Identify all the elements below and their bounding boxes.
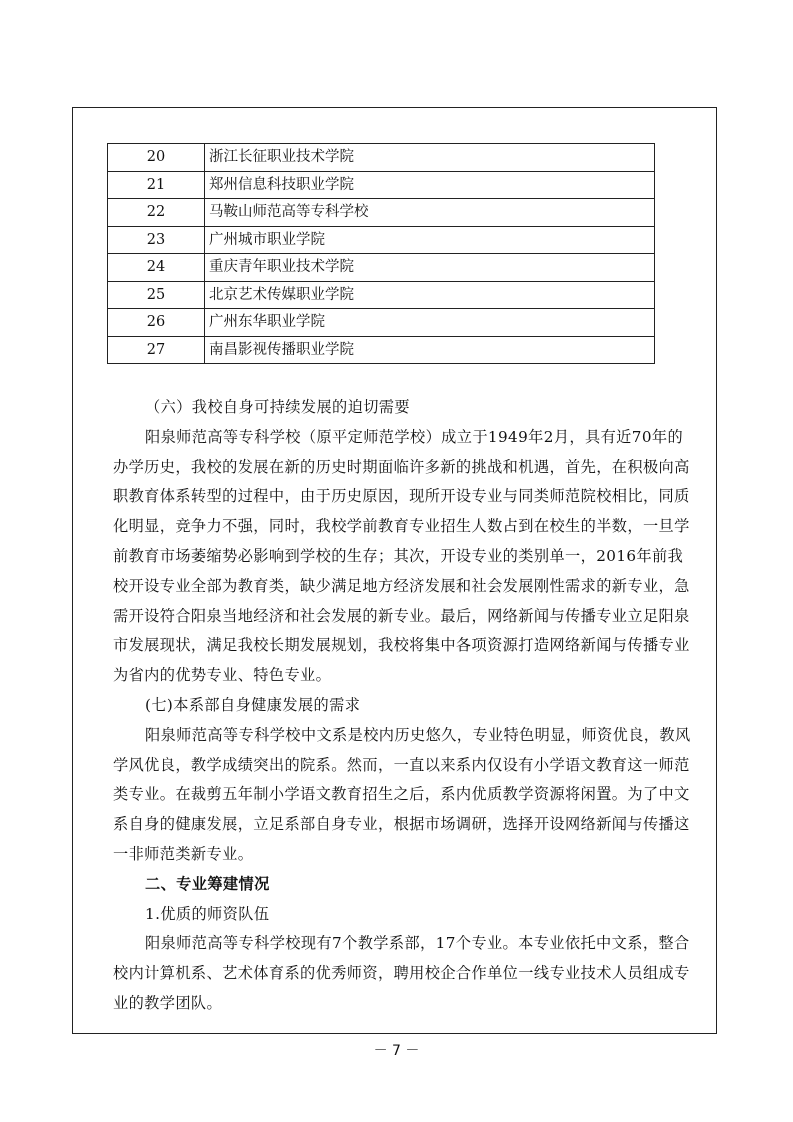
table-row <box>108 226 655 254</box>
row-number: 27 <box>108 336 205 364</box>
section-6-heading: （六）我校自身可持续发展的迫切需要 <box>145 398 410 416</box>
school-name: 马鞍山师范高等专科学校 <box>205 199 655 227</box>
table-row <box>108 254 655 282</box>
school-name: 南昌影视传播职业学院 <box>205 336 655 364</box>
section-6-body: 阳泉师范高等专科学校（原平定师范学校）成立于1949年2月，具有近70年的办学历史，我校的发展在新的历史时期面临许多新的挑战和机遇，首先，在积极向高职教育体系转型的过程中，由于历史原因，现所开设专业与同类师范院校相比，同质化明显，竞争力不强，同时，我校学前教育专业招生人数占到在校生的半数，一旦学前教育市场萎缩势必影响到学校的生存；其次，开设专业的类别单一，2016年前我校开设专业全部为教育类，缺少满足地方经济发展和社会发展刚性需求的新专业，急需开设符合阳泉当地经济和社会发展的新专业。最后，网络新闻与传播专业立足阳泉市发展现状，满足我校长期发展规划，我校将集中各项资源打造网络新闻与传播专业为省内的优势专业、特色专业。 <box>113 427 690 685</box>
table-row <box>108 144 655 172</box>
school-name: 广州城市职业学院 <box>205 226 655 254</box>
table-row <box>108 336 655 364</box>
school-name: 郑州信息科技职业学院 <box>205 171 655 199</box>
table-row <box>108 171 655 199</box>
school-name: 重庆青年职业技术学院 <box>205 254 655 282</box>
table-row <box>108 309 655 337</box>
body-text <box>113 393 693 1019</box>
part-2-heading: 二、专业筹建情况 <box>145 874 270 893</box>
subsection-1-heading: 1.优质的师资队伍 <box>145 904 270 923</box>
subsection-1-body: 阳泉师范高等专科学校现有7个教学系部，17个专业。本专业依托中文系，整合校内计算机系、艺术体育系的优秀师资，聘用校企合作单位一线专业技术人员组成专业的教学团队。 <box>113 934 690 1012</box>
row-number: 26 <box>108 309 205 337</box>
section-7-body: 阳泉师范高等专科学校中文系是校内历史悠久，专业特色明显，师资优良，教风学风优良，教学成绩突出的院系。然而，一直以来系内仅设有小学语文教育这一师范类专业。在裁剪五年制小学语文教育招生之后，系内优质教学资源将闲置。为了中文系自身的健康发展，立足系部自身专业，根据市场调研，选择开设网络新闻与传播这一非师范类新专业。 <box>113 725 691 863</box>
table-row <box>108 199 655 227</box>
row-number: 20 <box>108 144 205 172</box>
school-name: 广州东华职业学院 <box>205 309 655 337</box>
row-number: 23 <box>108 226 205 254</box>
school-name: 北京艺术传媒职业学院 <box>205 281 655 309</box>
row-number: 22 <box>108 199 205 227</box>
schools-table <box>107 143 655 364</box>
row-number: 25 <box>108 281 205 309</box>
table-row <box>108 281 655 309</box>
row-number: 21 <box>108 171 205 199</box>
page-number: － 7 － <box>373 1043 420 1059</box>
row-number: 24 <box>108 254 205 282</box>
section-7-heading: (七)本系部自身健康发展的需求 <box>145 695 361 714</box>
school-name: 浙江长征职业技术学院 <box>205 144 655 172</box>
